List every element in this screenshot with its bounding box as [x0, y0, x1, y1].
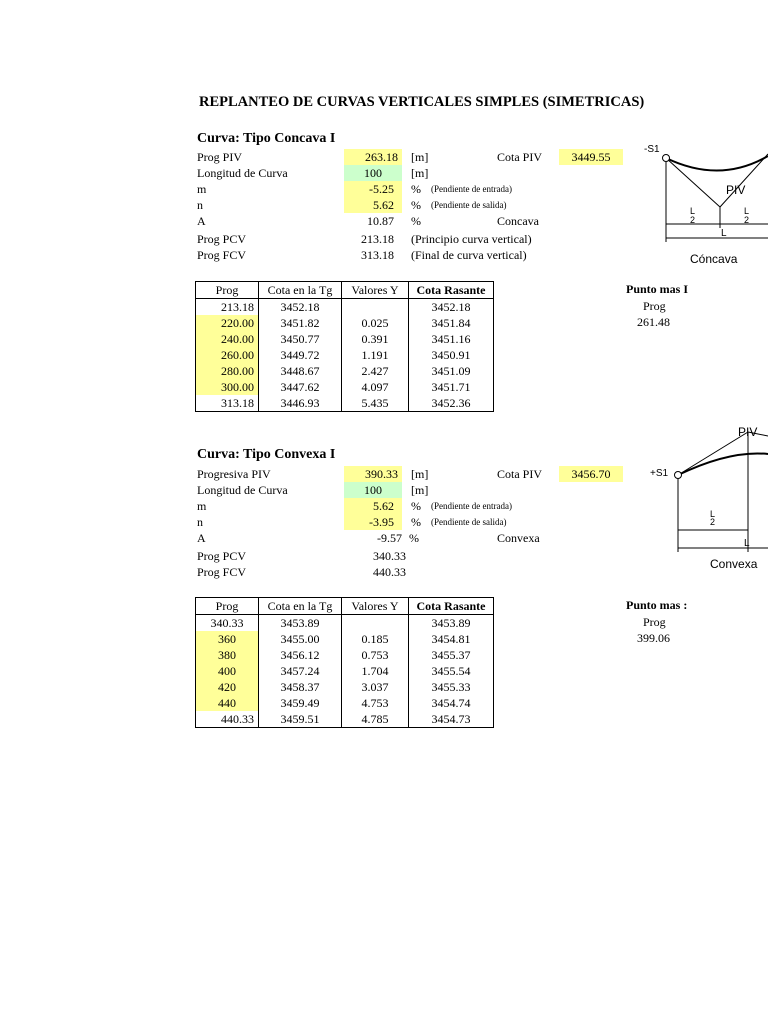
- cell-cota-rasante: 3455.33: [409, 679, 494, 695]
- n-note: (Pendiente de salida): [431, 200, 507, 210]
- cell-cota-tg: 3450.77: [259, 331, 342, 347]
- cell-cota-rasante: 3454.73: [409, 711, 494, 728]
- concava-section-title: Curva: Tipo Concava I: [197, 131, 336, 146]
- cell-valores-y: 0.753: [342, 647, 409, 663]
- m-note: (Pendiente de entrada): [431, 501, 512, 511]
- m-unit: %: [411, 499, 421, 513]
- punto-prog-label: Prog: [643, 299, 666, 313]
- punto-label: Punto mas I: [626, 282, 689, 296]
- table-row: [196, 363, 494, 379]
- pcv-point-icon: [675, 472, 682, 479]
- table-row: [196, 395, 494, 412]
- cell-cota-tg: 3446.93: [259, 395, 342, 412]
- cota-piv-value[interactable]: 3456.70: [559, 466, 623, 482]
- header-cota-rasante: Cota Rasante: [409, 282, 494, 299]
- m-label: m: [197, 182, 207, 196]
- cell-cota-rasante: 3451.71: [409, 379, 494, 395]
- cell-valores-y: 0.025: [342, 315, 409, 331]
- cell-cota-rasante: 3450.91: [409, 347, 494, 363]
- pcv-value: 340.33: [373, 549, 406, 563]
- diagram-piv: PIV: [738, 425, 758, 439]
- punto-prog-label: Prog: [643, 615, 666, 629]
- table-row: [196, 695, 494, 711]
- cell-cota-tg: 3458.37: [259, 679, 342, 695]
- header-cota-rasante: Cota Rasante: [409, 598, 494, 615]
- m-note: (Pendiente de entrada): [431, 184, 512, 194]
- prog-piv-unit: [m]: [411, 150, 429, 164]
- cell-prog: 213.18: [196, 299, 259, 316]
- pcv-note: (Principio curva vertical): [411, 232, 532, 246]
- diagram-l2a: L: [710, 509, 716, 519]
- longitud-value[interactable]: 100: [344, 482, 402, 498]
- table-row: [196, 679, 494, 695]
- diagram-piv: PIV: [726, 183, 746, 197]
- fcv-label: Prog FCV: [197, 565, 247, 579]
- header-cota-tg: Cota en la Tg: [259, 282, 342, 299]
- cell-cota-tg: 3456.12: [259, 647, 342, 663]
- cell-cota-tg: 3457.24: [259, 663, 342, 679]
- table-row: [196, 663, 494, 679]
- cell-cota-rasante: 3453.89: [409, 615, 494, 632]
- table-header-row: [196, 282, 494, 299]
- pcv-point-icon: [663, 155, 670, 162]
- cell-cota-rasante: 3451.84: [409, 315, 494, 331]
- diagram-l2a: L: [690, 206, 696, 216]
- prog-piv-label: Prog PIV: [197, 150, 243, 164]
- cell-cota-tg: 3451.82: [259, 315, 342, 331]
- cell-cota-tg: 3452.18: [259, 299, 342, 316]
- cell-valores-y: 1.191: [342, 347, 409, 363]
- longitud-value[interactable]: 100: [344, 165, 402, 181]
- cell-cota-tg: 3459.51: [259, 711, 342, 728]
- convexa-table: [195, 597, 494, 728]
- cota-piv-value[interactable]: 3449.55: [559, 149, 623, 165]
- fcv-value: 440.33: [373, 565, 406, 579]
- header-cota-tg: Cota en la Tg: [259, 598, 342, 615]
- longitud-label: Longitud de Curva: [197, 166, 288, 180]
- cell-prog[interactable]: 440: [196, 695, 259, 711]
- punto-label: Punto mas :: [626, 598, 688, 612]
- table-row: [196, 347, 494, 363]
- cell-prog: 340.33: [196, 615, 259, 632]
- diagram-l2b: L: [744, 206, 750, 216]
- fcv-value: 313.18: [361, 248, 394, 262]
- m-label: m: [197, 499, 207, 513]
- page-title: REPLANTEO DE CURVAS VERTICALES SIMPLES (SIMETRICAS): [199, 94, 645, 110]
- cell-valores-y: 0.391: [342, 331, 409, 347]
- m-value[interactable]: 5.62: [344, 498, 402, 514]
- cell-valores-y: [342, 299, 409, 316]
- a-type: Concava: [497, 214, 539, 228]
- cell-valores-y: 3.037: [342, 679, 409, 695]
- cell-cota-tg: 3455.00: [259, 631, 342, 647]
- cell-cota-tg: 3449.72: [259, 347, 342, 363]
- table-row: [196, 647, 494, 663]
- cell-cota-rasante: 3451.16: [409, 331, 494, 347]
- diagram-l: L: [721, 228, 727, 239]
- a-label: A: [197, 214, 206, 228]
- prog-piv-label: Progresiva PIV: [197, 467, 271, 481]
- cell-prog[interactable]: 280.00: [196, 363, 259, 379]
- diagram-s1: +S1: [650, 468, 669, 479]
- convexa-section-title: Curva: Tipo Convexa I: [197, 447, 336, 462]
- a-unit: %: [409, 531, 419, 545]
- cell-cota-rasante: 3455.37: [409, 647, 494, 663]
- cell-prog: 440.33: [196, 711, 259, 728]
- m-unit: %: [411, 182, 421, 196]
- cell-cota-rasante: 3451.09: [409, 363, 494, 379]
- header-valores-y: Valores Y: [342, 598, 409, 615]
- diagram-den: 2: [710, 517, 716, 527]
- cell-cota-tg: 3448.67: [259, 363, 342, 379]
- header-prog: Prog: [196, 282, 259, 299]
- n-unit: %: [411, 515, 421, 529]
- cell-cota-tg: 3459.49: [259, 695, 342, 711]
- table-header-row: [196, 598, 494, 615]
- cell-cota-tg: 3447.62: [259, 379, 342, 395]
- table-row: [196, 711, 494, 728]
- prog-piv-value[interactable]: 263.18: [344, 149, 402, 165]
- m-value[interactable]: -5.25: [344, 181, 402, 197]
- table-row: [196, 299, 494, 316]
- punto-prog-value: 399.06: [637, 631, 670, 645]
- cell-prog: 313.18: [196, 395, 259, 412]
- cell-cota-rasante: 3454.74: [409, 695, 494, 711]
- a-type: Convexa: [497, 531, 540, 545]
- pcv-value: 213.18: [361, 232, 394, 246]
- cota-piv-label: Cota PIV: [497, 150, 542, 164]
- concava-table: [195, 281, 494, 412]
- cell-valores-y: [342, 615, 409, 632]
- prog-piv-value[interactable]: 390.33: [344, 466, 402, 482]
- cell-valores-y: 4.785: [342, 711, 409, 728]
- pcv-label: Prog PCV: [197, 232, 247, 246]
- cell-prog[interactable]: 240.00: [196, 331, 259, 347]
- diagram-den-b: 2: [744, 215, 750, 225]
- cell-prog[interactable]: 260.00: [196, 347, 259, 363]
- cota-piv-label: Cota PIV: [497, 467, 542, 481]
- table-row: [196, 331, 494, 347]
- convexa-diagram: [630, 420, 768, 580]
- n-value[interactable]: -3.95: [344, 514, 402, 530]
- a-value: 10.87: [367, 214, 394, 228]
- fcv-label: Prog FCV: [197, 248, 247, 262]
- longitud-label: Longitud de Curva: [197, 483, 288, 497]
- longitud-unit: [m]: [411, 166, 429, 180]
- a-unit: %: [411, 214, 421, 228]
- diagram-den-a: 2: [690, 215, 696, 225]
- n-note: (Pendiente de salida): [431, 517, 507, 527]
- cell-valores-y: 4.753: [342, 695, 409, 711]
- cell-prog[interactable]: 360: [196, 631, 259, 647]
- cell-cota-rasante: 3454.81: [409, 631, 494, 647]
- cell-prog[interactable]: 220.00: [196, 315, 259, 331]
- prog-piv-unit: [m]: [411, 467, 429, 481]
- diagram-caption: Convexa: [710, 557, 758, 571]
- n-label: n: [197, 515, 203, 529]
- cell-valores-y: 5.435: [342, 395, 409, 412]
- cell-prog[interactable]: 380: [196, 647, 259, 663]
- table-row: [196, 631, 494, 647]
- longitud-unit: [m]: [411, 483, 429, 497]
- cell-cota-rasante: 3452.18: [409, 299, 494, 316]
- n-unit: %: [411, 198, 421, 212]
- table-row: [196, 615, 494, 632]
- table-row: [196, 379, 494, 395]
- n-value[interactable]: 5.62: [344, 197, 402, 213]
- diagram-s1: -S1: [644, 144, 660, 155]
- punto-prog-value: 261.48: [637, 315, 670, 329]
- cell-prog[interactable]: 420: [196, 679, 259, 695]
- cell-valores-y: 4.097: [342, 379, 409, 395]
- cell-valores-y: 2.427: [342, 363, 409, 379]
- a-label: A: [197, 531, 206, 545]
- cell-valores-y: 0.185: [342, 631, 409, 647]
- cell-cota-rasante: 3452.36: [409, 395, 494, 412]
- header-valores-y: Valores Y: [342, 282, 409, 299]
- cell-prog[interactable]: 400: [196, 663, 259, 679]
- diagram-l: L: [744, 538, 750, 549]
- cell-prog[interactable]: 300.00: [196, 379, 259, 395]
- n-label: n: [197, 198, 203, 212]
- cell-cota-rasante: 3455.54: [409, 663, 494, 679]
- header-prog: Prog: [196, 598, 259, 615]
- cell-cota-tg: 3453.89: [259, 615, 342, 632]
- concava-diagram: [630, 132, 768, 270]
- cell-valores-y: 1.704: [342, 663, 409, 679]
- fcv-note: (Final de curva vertical): [411, 248, 527, 262]
- diagram-caption: Cóncava: [690, 252, 738, 266]
- pcv-label: Prog PCV: [197, 549, 247, 563]
- table-row: [196, 315, 494, 331]
- a-value: -9.57: [377, 531, 402, 545]
